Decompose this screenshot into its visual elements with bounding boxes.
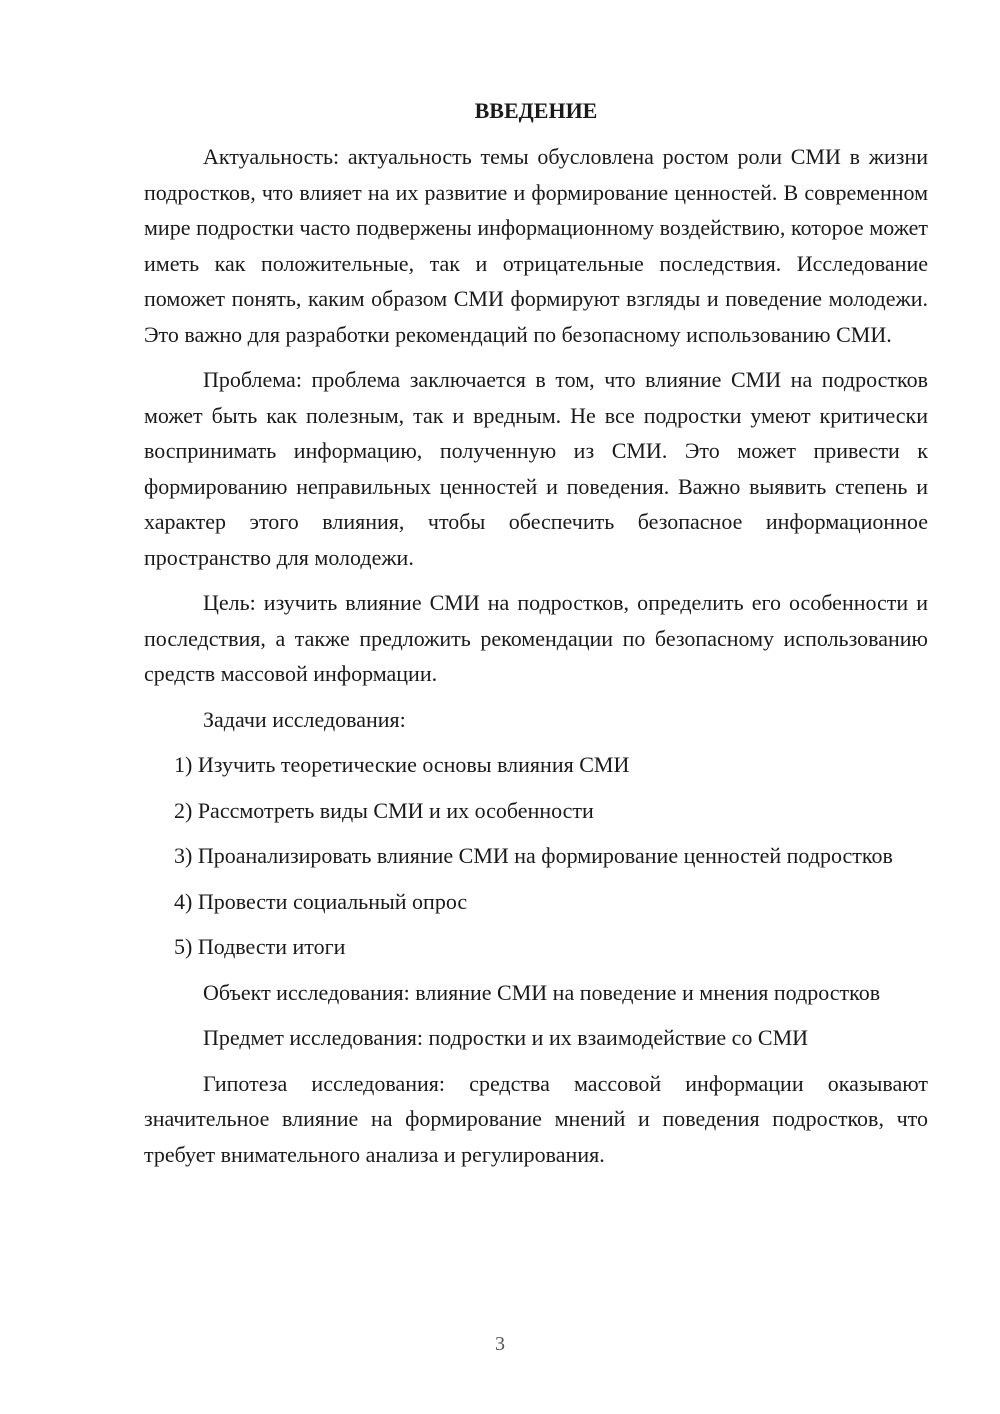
object-paragraph: Объект исследования: влияние СМИ на поведение и мнения подростков — [203, 979, 881, 1005]
goal-paragraph: Цель: изучить влияние СМИ на подростков, определить его особенности и последствия, а также предложить рекомендации по безопасному использованию средств массовой информации. — [144, 590, 928, 686]
problem-paragraph: Проблема: проблема заключается в том, что влияние СМИ на подростков может быть как полезным, так и вредным. Не все подростки умеют критически воспринимать информацию, полученную из СМИ. Это может привести к формированию неправильных ценностей и поведения. Важно выявить степень и характер этого влияния, чтобы обеспечить безопасное информационное пространство для молодежи. — [144, 367, 928, 570]
tasks-heading: Задачи исследования: — [203, 706, 406, 732]
task-item-1: 1) Изучить теоретические основы влияния СМИ — [174, 752, 630, 777]
document-page — [144, 92, 928, 1172]
hypothesis-paragraph: Гипотеза исследования: средства массовой информации оказывают значительное влияние на формирование мнений и поведения подростков, что требует внимательного анализа и регулирования. — [144, 1070, 928, 1167]
page-number: 3 — [495, 1333, 505, 1355]
subject-paragraph: Предмет исследования: подростки и их взаимодействие со СМИ — [203, 1025, 809, 1050]
relevance-paragraph: Актуальность: актуальность темы обусловлена ростом роли СМИ в жизни подростков, что влияет на их развитие и формирование ценностей. В современном мире подростки часто подвержены информационному воздействию, которое может иметь как положительные, так и отрицательные последствия. Исследование поможет понять, каким образом СМИ формируют взгляды и поведение молодежи. Это важно для разработки рекомендаций по безопасному использованию СМИ. — [144, 144, 928, 347]
task-item-5: 5) Подвести итоги — [174, 934, 346, 959]
page-title: ВВЕДЕНИЕ — [474, 98, 598, 123]
task-item-3: 3) Проанализировать влияние СМИ на формирование ценностей подростков — [174, 843, 893, 868]
task-item-4: 4) Провести социальный опрос — [174, 888, 468, 914]
task-item-2: 2) Рассмотреть виды СМИ и их особенности — [174, 797, 594, 823]
